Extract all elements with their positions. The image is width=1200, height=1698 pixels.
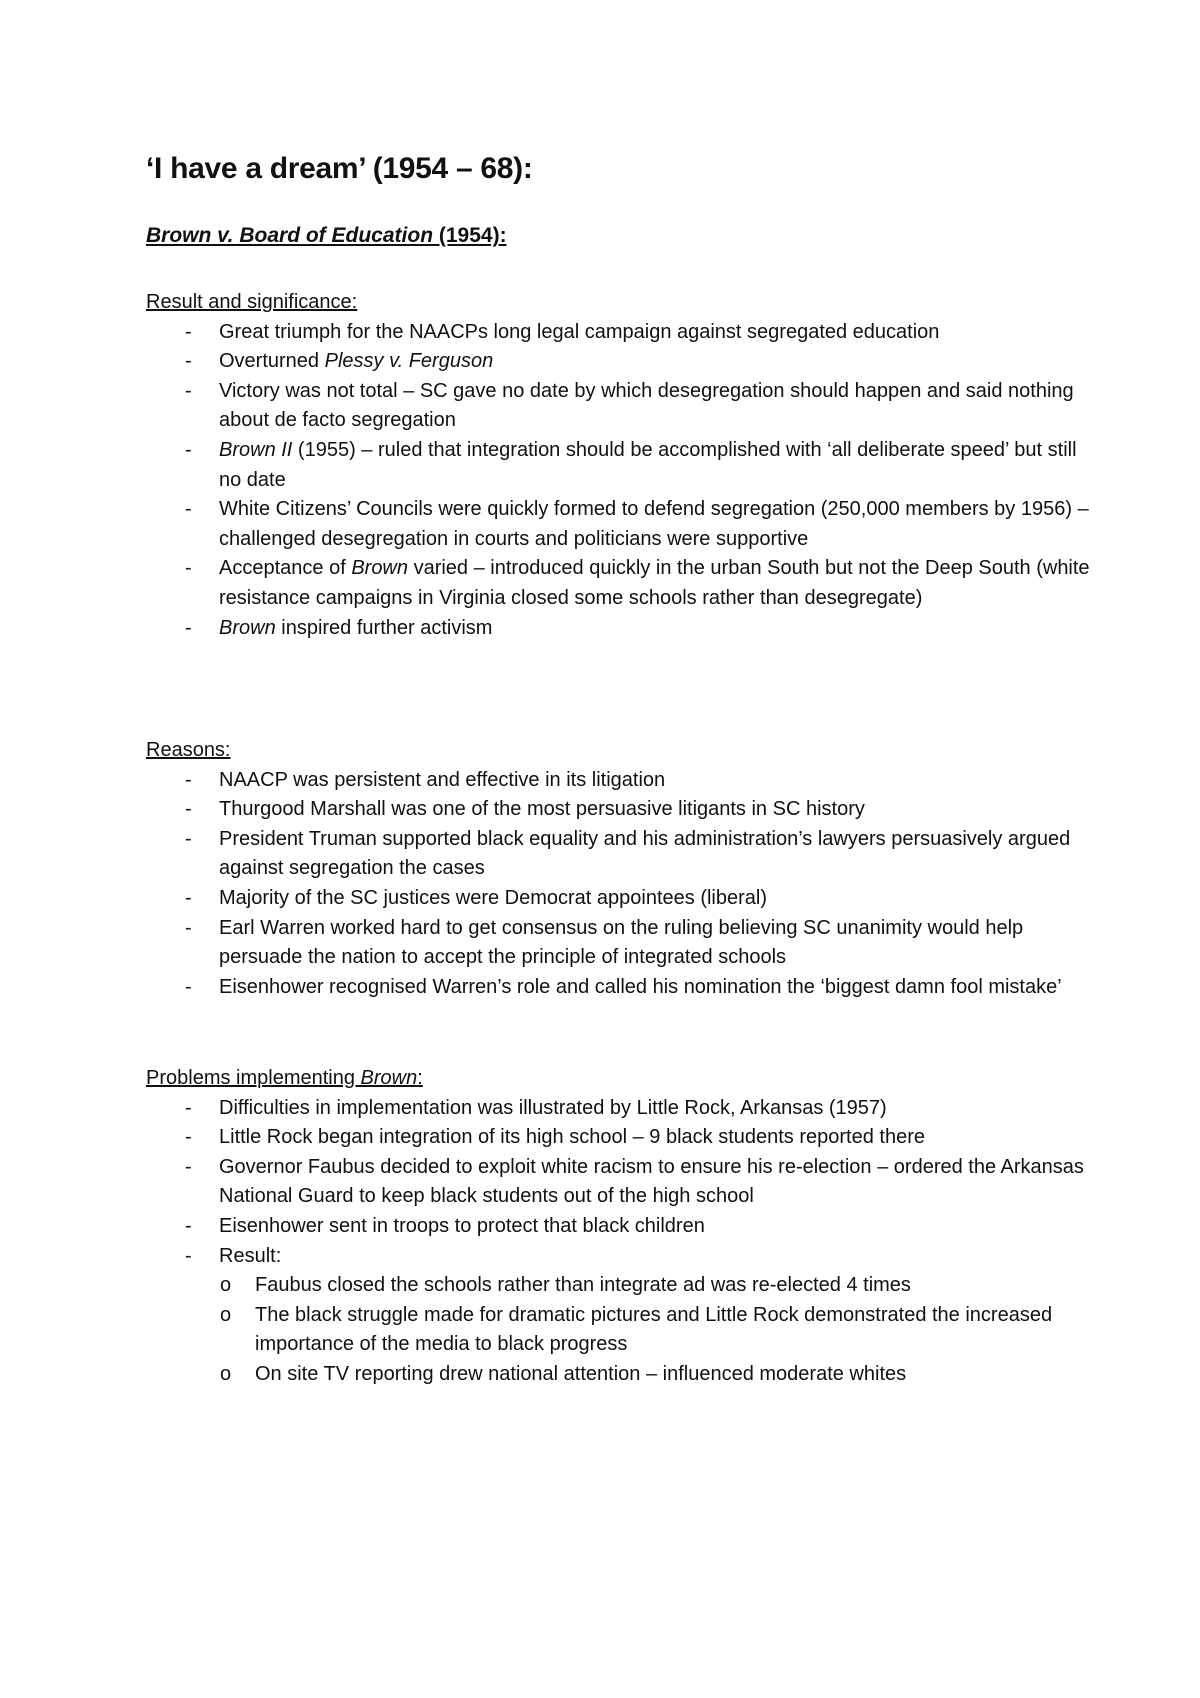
case-name: Brown v. Board of Education [146,224,434,247]
item-text: Difficulties in implementation was illustrated by Little Rock, Arkansas (1957) [219,1096,887,1119]
item-text: Little Rock began integration of its high school – 9 black students reported there [219,1126,925,1149]
list-item [146,1123,1100,1153]
item-text: Victory was not total – SC gave no date by which desegregation should happen and said nothing about de facto segregation [219,379,1074,432]
result-section [146,288,1100,643]
item-text: Thurgood Marshall was one of the most persuasive litigants in SC history [219,798,865,821]
item-italic-text: Brown [351,557,409,580]
list-item [146,1212,1100,1242]
dash-marker: - [185,350,192,373]
circle-marker: o [220,1274,232,1297]
dash-marker: - [185,1244,192,1267]
item-text: NAACP was persistent and effective in its litigation [219,768,666,791]
list-item [146,825,1100,884]
problems-section [146,1064,1100,1390]
circle-marker: o [220,1362,232,1385]
list-item [146,347,1100,377]
reasons-heading: Reasons: [146,739,231,761]
item-text: Earl Warren worked hard to get consensus on the ruling believing SC unanimity would help persuade the nation to accept the principle of integrated schools [219,916,1024,969]
dash-marker: - [185,827,192,850]
dash-marker: - [185,1155,192,1178]
dash-marker: - [185,438,192,461]
heading-text: : [417,1067,423,1089]
list-item [146,377,1100,436]
item-italic-text: Brown [219,616,276,639]
dash-marker: - [185,798,192,821]
item-text: Overturned [219,350,325,373]
sub-list-item [219,1360,1100,1390]
list-item [146,1153,1100,1212]
item-text: Great triumph for the NAACPs long legal campaign against segregated education [219,320,940,343]
result-heading: Result and significance: [146,291,358,313]
list-item [146,1242,1100,1390]
list-item [146,614,1100,644]
reasons-list [146,766,1100,1003]
dash-marker: - [185,379,192,402]
item-italic-text: Brown II [219,438,293,461]
item-text: On site TV reporting drew national attention – influenced moderate whites [255,1362,907,1385]
list-item [146,436,1100,495]
dash-marker: - [185,320,192,343]
circle-marker: o [220,1303,232,1326]
heading-text: Problems implementing [146,1067,361,1089]
item-text: inspired further activism [275,616,493,639]
item-text: Acceptance of [219,557,352,580]
item-text: Eisenhower sent in troops to protect that black children [219,1214,705,1237]
item-italic-text: Plessy v. Ferguson [324,350,494,373]
item-text: Governor Faubus decided to exploit white racism to ensure his re-election – ordered the Arkansas National Guard to keep black students out of the high school [219,1155,1084,1208]
item-text: The black struggle made for dramatic pictures and Little Rock demonstrated the increased importance of the media to black progress [255,1303,1053,1356]
sub-list-item [219,1271,1100,1301]
list-item [146,495,1100,554]
reasons-section [146,736,1100,1002]
list-item [146,884,1100,914]
dash-marker: - [185,616,192,639]
dash-marker: - [185,886,192,909]
dash-marker: - [185,1214,192,1237]
list-item [146,973,1100,1003]
item-text: varied – introduced quickly in the urban South but not the Deep South (white resistance campaigns in Virginia closed some schools rather than desegregate) [219,557,1090,609]
item-text: Faubus closed the schools rather than integrate ad was re-elected 4 times [255,1274,911,1297]
result-sublist [219,1271,1100,1389]
page-title: ‘I have a dream’ (1954 – 68): [146,152,533,185]
problems-heading [146,1064,1100,1094]
list-item [146,766,1100,796]
dash-marker: - [185,1126,192,1149]
list-item [146,914,1100,973]
item-text: (1955) – ruled that integration should be accomplished with ‘all deliberate speed’ but still no date [219,438,1077,491]
dash-marker: - [185,557,192,580]
list-item [146,554,1100,613]
item-text: Eisenhower recognised Warren’s role and called his nomination the ‘biggest damn fool mistake’ [219,975,1062,998]
heading-italic-text: Brown [360,1067,418,1089]
dash-marker: - [185,498,192,521]
item-text: White Citizens’ Councils were quickly formed to defend segregation (250,000 members by 1956) – challenged desegregation in courts and politicians were supportive [219,498,1089,550]
dash-marker: - [185,1096,192,1119]
list-item [146,795,1100,825]
dash-marker: - [185,916,192,939]
case-heading [146,224,507,248]
sub-list-item [219,1301,1100,1360]
item-text: Result: [219,1244,282,1267]
list-item [146,1094,1100,1124]
dash-marker: - [185,768,192,791]
problems-list [146,1094,1100,1390]
result-list [146,318,1100,644]
case-year: (1954): [433,224,507,247]
dash-marker: - [185,975,192,998]
item-text: Majority of the SC justices were Democrat appointees (liberal) [219,886,767,909]
item-text: President Truman supported black equality and his administration’s lawyers persuasively argued against segregation the cases [219,827,1071,880]
list-item [146,318,1100,348]
